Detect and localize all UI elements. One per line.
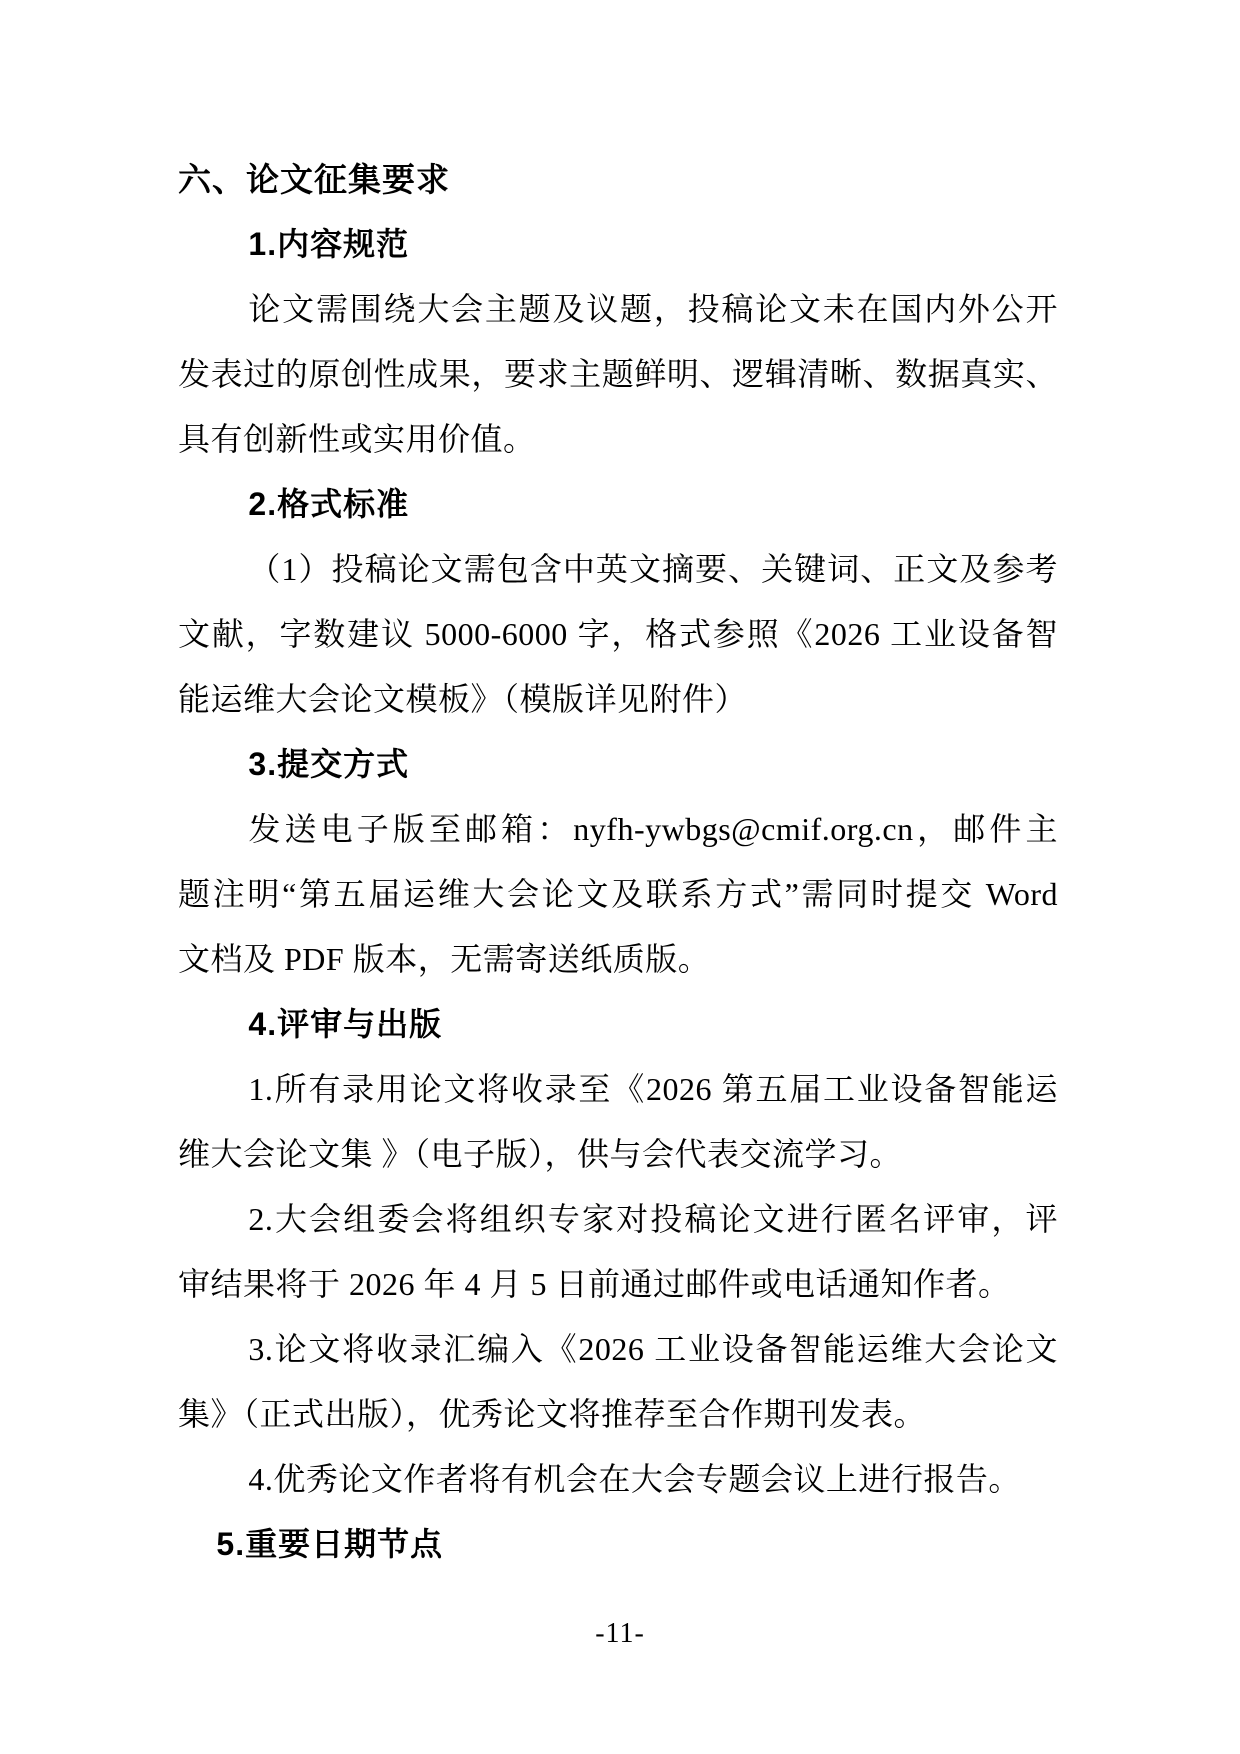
- text-line: 集》（正式出版），优秀论文将推荐至合作期刊发表。: [178, 1396, 927, 1432]
- text-line: 题注明“第五届运维大会论文及联系方式”需同时提交 Word: [178, 876, 1058, 912]
- text-line: 维大会论文集 》（电子版），供与会代表交流学习。: [178, 1136, 903, 1172]
- page-number: -11-: [595, 1618, 645, 1649]
- subheading-content-spec: 1.内容规范: [248, 226, 410, 262]
- text-line: 发送电子版至邮箱：nyfh-ywbgs@cmif.org.cn，邮件主: [248, 811, 1058, 847]
- text-line: （1）投稿论文需包含中英文摘要、关键词、正文及参考: [248, 551, 1058, 587]
- text-line: 2.大会组委会将组织专家对投稿论文进行匿名评审，评: [248, 1201, 1058, 1237]
- text-line: 具有创新性或实用价值。: [178, 421, 536, 457]
- text-line: 发表过的原创性成果，要求主题鲜明、逻辑清晰、数据真实、: [178, 356, 1058, 392]
- subheading-important-dates: 5.重要日期节点: [216, 1526, 444, 1562]
- subheading-submission-method: 3.提交方式: [248, 746, 410, 782]
- text-line: 能运维大会论文模板》（模版详见附件）: [178, 681, 748, 717]
- text-line: 4.优秀论文作者将有机会在大会专题会议上进行报告。: [248, 1461, 1021, 1497]
- text-line: 3.论文将收录汇编入《2026 工业设备智能运维大会论文: [248, 1331, 1058, 1367]
- document-body: [178, 147, 1058, 1577]
- subheading-review-publication: 4.评审与出版: [248, 1006, 443, 1042]
- text-line: 文献，字数建议 5000-6000 字，格式参照《2026 工业设备智: [178, 616, 1058, 652]
- text-line: 1.所有录用论文将收录至《2026 第五届工业设备智能运: [248, 1071, 1058, 1107]
- text-line: 论文需围绕大会主题及议题，投稿论文未在国内外公开: [248, 291, 1058, 327]
- section-heading: 六、论文征集要求: [178, 161, 450, 198]
- text-line: 审结果将于 2026 年 4 月 5 日前通过邮件或电话通知作者。: [178, 1266, 1011, 1302]
- text-line: 文档及 PDF 版本，无需寄送纸质版。: [178, 941, 711, 977]
- subheading-format-standard: 2.格式标准: [248, 486, 410, 522]
